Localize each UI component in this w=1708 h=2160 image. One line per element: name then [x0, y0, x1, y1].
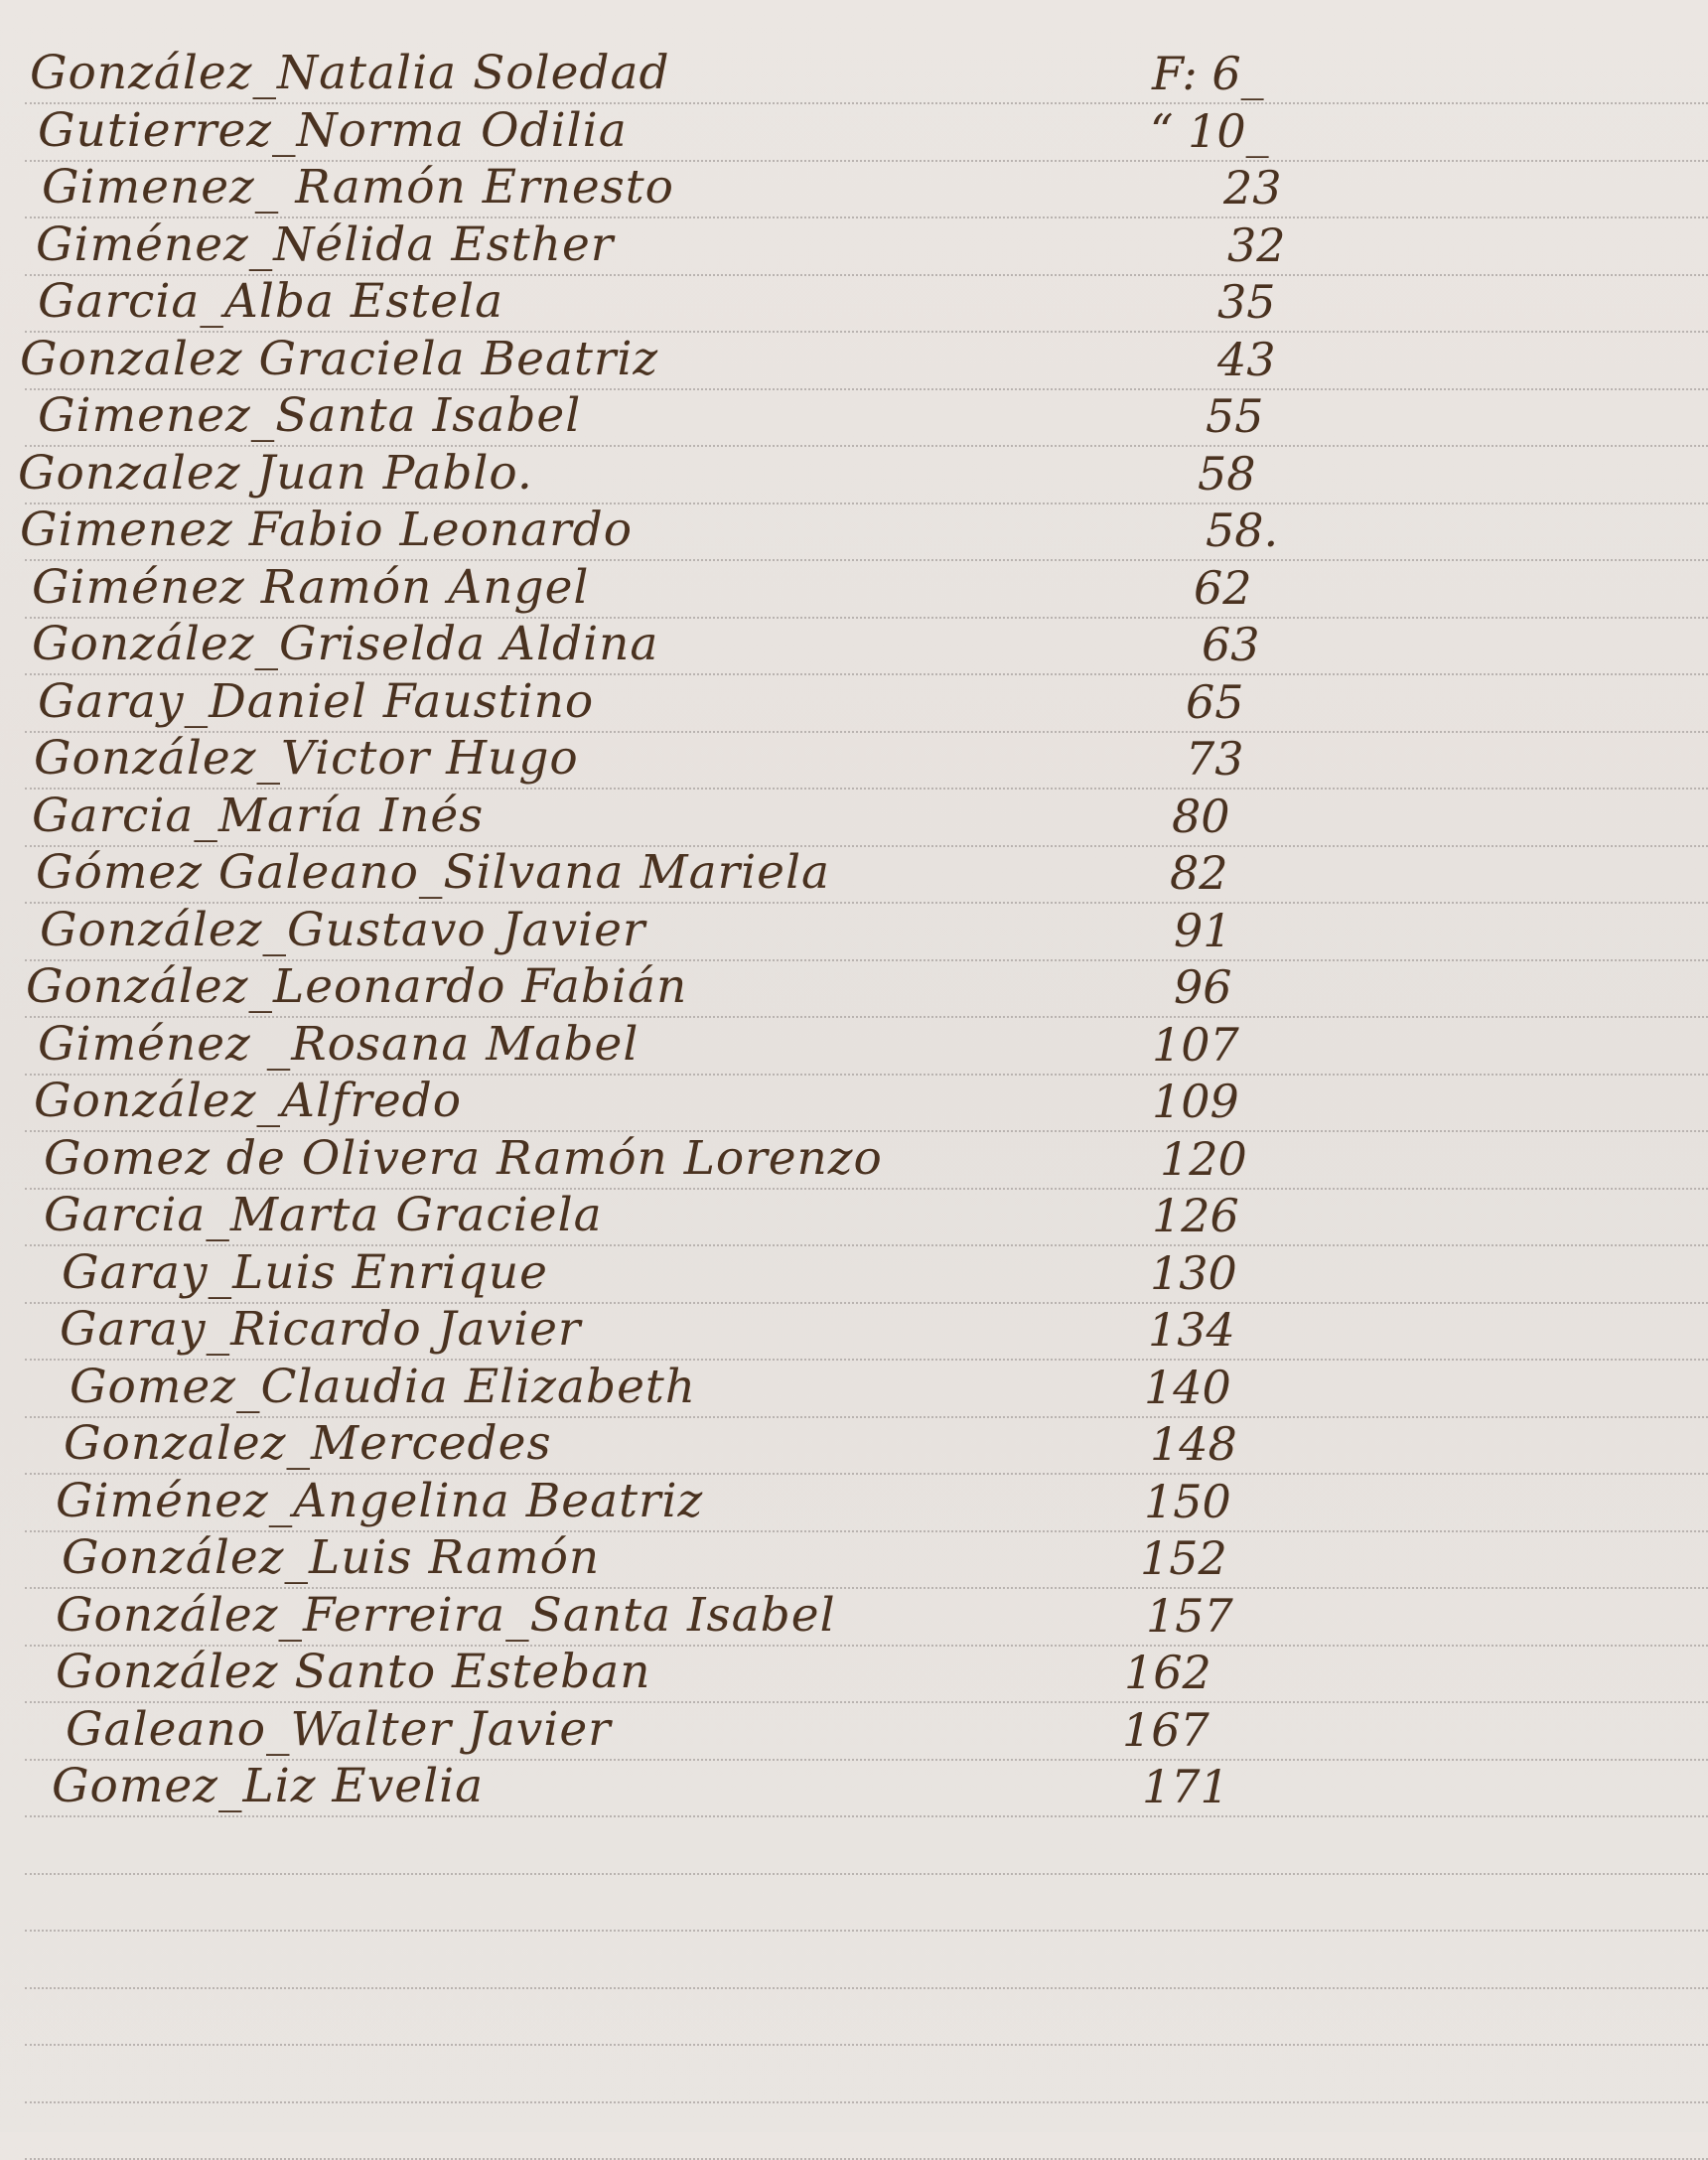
entry-page-number: 23: [1223, 161, 1282, 215]
index-entry: [0, 675, 1708, 731]
index-entry: [0, 1075, 1708, 1130]
entry-name: Garcia_Alba Estela: [38, 274, 504, 329]
index-entry: [0, 275, 1708, 331]
index-entry: [0, 1189, 1708, 1244]
entry-page-number: 109: [1152, 1075, 1239, 1128]
index-entry: [0, 104, 1708, 160]
entry-page-number: 65: [1186, 675, 1244, 729]
entry-name: González_Luis Ramón: [62, 1530, 601, 1585]
index-entry: [0, 1361, 1708, 1416]
entry-name: Garay_Daniel Faustino: [38, 674, 595, 729]
entry-page-number: 107: [1152, 1018, 1239, 1072]
index-entry: [0, 447, 1708, 503]
index-entry: [0, 1531, 1708, 1587]
entry-name: Gimenez_Santa Isabel: [38, 388, 582, 443]
entry-name: Gimenez_ Ramón Ernesto: [42, 160, 674, 215]
index-entry: [0, 389, 1708, 445]
entry-name: González_Leonardo Fabián: [26, 959, 688, 1014]
index-entry: [0, 904, 1708, 959]
entry-page-number: 167: [1122, 1703, 1210, 1757]
entry-name: González_Gustavo Javier: [40, 903, 646, 957]
ruled-line: [25, 2101, 1708, 2103]
entry-page-number: 150: [1144, 1475, 1231, 1528]
entry-name: González_Ferreira_Santa Isabel: [56, 1588, 836, 1643]
index-entry: [0, 1703, 1708, 1759]
index-entry: [0, 732, 1708, 788]
index-entry: [0, 1417, 1708, 1473]
entry-page-number: 80: [1172, 790, 1230, 843]
ruled-line: [25, 1930, 1708, 1932]
entry-page-number: 171: [1142, 1760, 1229, 1813]
ruled-line: [25, 1873, 1708, 1875]
entry-page-number: 35: [1217, 275, 1276, 329]
index-entry: [0, 960, 1708, 1016]
entry-page-number: 73: [1186, 732, 1244, 786]
index-entry: [0, 790, 1708, 845]
ruled-line: [25, 1815, 1708, 1817]
entry-name: González_Natalia Soledad: [30, 46, 670, 100]
index-entry: [0, 1589, 1708, 1645]
entry-page-number: 140: [1144, 1361, 1231, 1414]
entry-page-number: 134: [1148, 1303, 1235, 1357]
entry-name: Giménez_Angelina Beatriz: [56, 1474, 704, 1528]
index-entry: [0, 1760, 1708, 1815]
entry-name: González Santo Esteban: [56, 1645, 651, 1699]
index-entry: [0, 1132, 1708, 1188]
index-entry: [0, 1646, 1708, 1701]
entry-name: Garay_Ricardo Javier: [60, 1302, 582, 1357]
entry-name: Galeano_Walter Javier: [66, 1702, 612, 1757]
entry-name: Giménez _Rosana Mabel: [38, 1017, 640, 1072]
ruled-line: [25, 2044, 1708, 2046]
entry-page-number: 120: [1160, 1132, 1247, 1186]
entry-name: González_Alfredo: [34, 1074, 463, 1128]
entry-name: González_Victor Hugo: [34, 731, 579, 786]
entry-page-number: 62: [1194, 561, 1252, 615]
entry-page-number: 96: [1174, 960, 1232, 1014]
entry-page-number: 162: [1124, 1646, 1211, 1699]
entry-page-number: 152: [1140, 1531, 1227, 1585]
entry-page-number: 55: [1206, 389, 1264, 443]
entry-name: Garcia_Marta Graciela: [44, 1188, 603, 1242]
index-entry: [0, 1018, 1708, 1074]
entry-name: Gonzalez Juan Pablo.: [18, 446, 533, 501]
entry-page-number: 91: [1174, 904, 1232, 957]
entry-name: Gimenez Fabio Leonardo: [20, 503, 634, 557]
entry-page-number: 32: [1227, 218, 1286, 272]
entry-page-number: 126: [1152, 1189, 1239, 1242]
entry-page-number: 58.: [1206, 504, 1279, 557]
entry-name: Giménez_Nélida Esther: [36, 217, 615, 272]
entry-name: Gutierrez_Norma Odilia: [38, 103, 628, 158]
index-entry: [0, 504, 1708, 559]
index-entry: [0, 47, 1708, 102]
entry-name: Garcia_María Inés: [32, 789, 485, 843]
entry-page-number: 130: [1150, 1246, 1237, 1300]
index-entry: [0, 333, 1708, 388]
entry-page-number: 43: [1217, 333, 1276, 386]
index-entry: [0, 618, 1708, 673]
index-entry: [0, 846, 1708, 902]
entry-name: Gonzalez_Mercedes: [64, 1416, 552, 1471]
entry-page-number: 157: [1146, 1589, 1233, 1643]
entry-name: Gomez_Liz Evelia: [52, 1759, 485, 1813]
entry-page-number: 82: [1170, 846, 1228, 900]
entry-name: Giménez Ramón Angel: [32, 560, 590, 615]
entry-name: Gómez Galeano_Silvana Mariela: [36, 845, 831, 900]
index-entry: [0, 1475, 1708, 1530]
entry-name: Gomez de Olivera Ramón Lorenzo: [44, 1131, 883, 1186]
index-entry: [0, 1246, 1708, 1302]
entry-page-number: “ 10_: [1150, 104, 1269, 158]
index-entry: [0, 1303, 1708, 1359]
entry-page-number: F: 6_: [1152, 47, 1264, 100]
ruled-line: [25, 1987, 1708, 1989]
index-entry: [0, 218, 1708, 274]
entry-page-number: 63: [1202, 618, 1260, 671]
entry-page-number: 58: [1198, 447, 1256, 501]
index-entry: [0, 561, 1708, 617]
index-entry: [0, 161, 1708, 216]
entry-name: Garay_Luis Enrique: [62, 1245, 548, 1300]
entry-name: Gonzalez Graciela Beatriz: [20, 332, 659, 386]
entry-name: Gomez_Claudia Elizabeth: [70, 1360, 697, 1414]
entry-name: González_Griselda Aldina: [32, 617, 659, 671]
entry-page-number: 148: [1150, 1417, 1237, 1471]
